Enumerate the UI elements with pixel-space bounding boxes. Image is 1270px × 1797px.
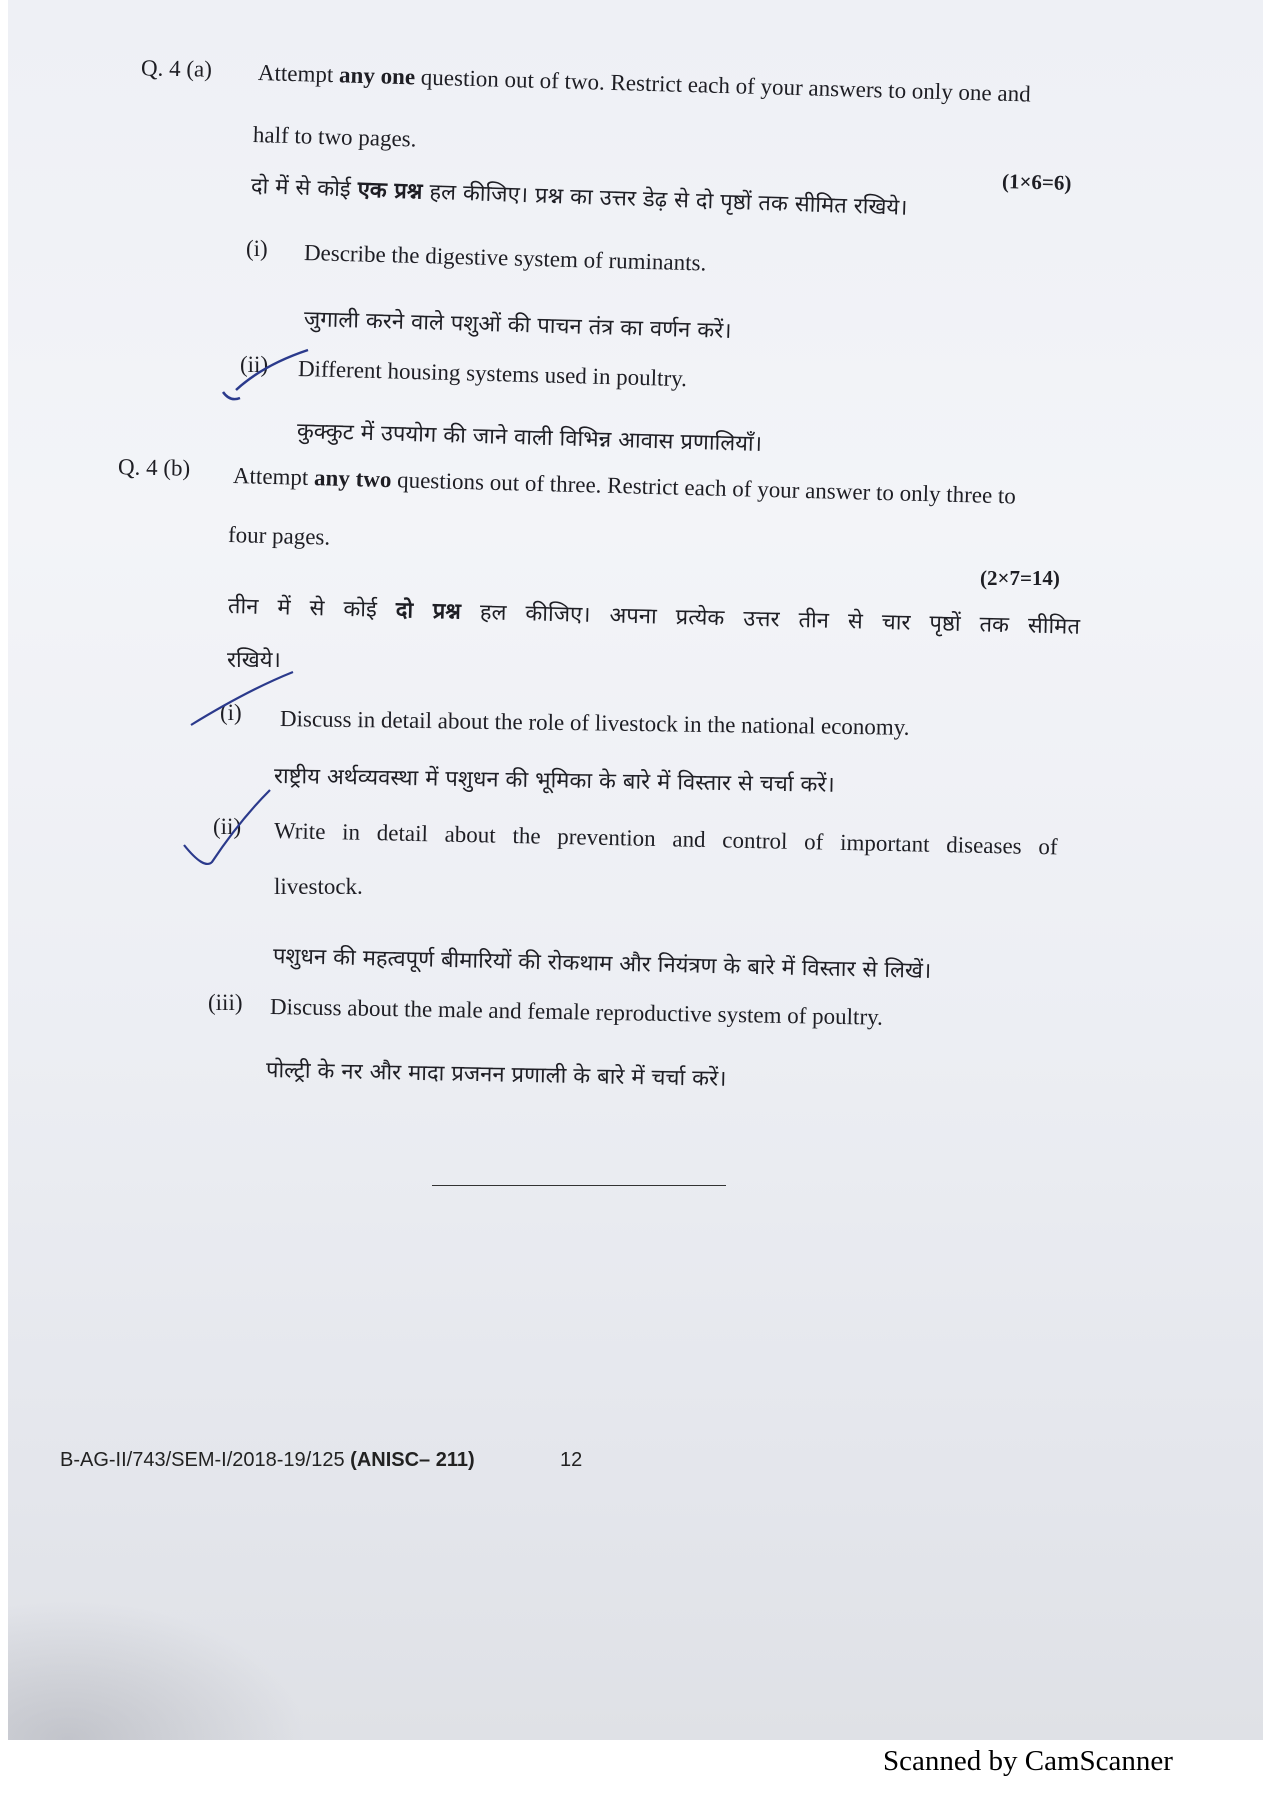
- q4b-item2-text-line2: livestock.: [274, 874, 363, 899]
- pen-tick-2: [191, 672, 293, 725]
- exam-page: [8, 0, 1263, 1740]
- q4b-item2-num: (ii): [213, 814, 242, 839]
- q4a-instr-post: question out of two. Restrict each of your answers to only one and: [414, 64, 1032, 107]
- q4a-item1-text: Describe the digestive system of ruminants.: [303, 240, 707, 276]
- q4a-item2-text: Different housing systems used in poultry.: [297, 356, 688, 392]
- q4b-instruction: [233, 463, 1017, 509]
- q4a-marks: (1×6=6): [1001, 169, 1072, 195]
- paper-code-subject: (ANISC– 211): [350, 1449, 475, 1471]
- q4b-label: Q. 4 (b): [117, 454, 191, 481]
- q4b-marks: (2×7=14): [980, 566, 1060, 590]
- q4a-hindi-bold: एक प्रश्न: [357, 177, 423, 205]
- camscanner-watermark: Scanned by CamScanner: [883, 1745, 1173, 1777]
- q4b-item2-hindi: पशुधन की महत्वपूर्ण बीमारियों की रोकथाम और नियंत्रण के बारे में विस्तार से लिखें।: [272, 944, 932, 984]
- q4b-hindi-instruction-line2: रखिये।: [227, 648, 281, 673]
- q4a-instr-bold: any one: [338, 62, 416, 90]
- q4b-hindi-pre: तीन में से कोई: [227, 594, 397, 624]
- q4a-item2-num: (ii): [240, 352, 269, 377]
- q4b-hindi-bold: दो प्रश्न: [395, 598, 462, 625]
- q4a-hindi-pre: दो में से कोई: [250, 174, 359, 203]
- q4b-item1-num: (i): [220, 700, 242, 725]
- q4b-instr-post: questions out of three. Restrict each of your answer to only three to: [391, 467, 1017, 509]
- q4b-hindi-post: हल कीजिए। अपना प्रत्येक उत्तर तीन से चार पृष्ठों तक सीमित: [460, 599, 1081, 640]
- q4b-item3-text: Discuss about the male and female reproductive system of poultry.: [269, 994, 884, 1030]
- q4b-item3-num: (iii): [208, 990, 243, 1015]
- paper-code: [60, 1449, 475, 1472]
- q4b-item2-text: Write in detail about the prevention and control of important diseases of: [273, 818, 1058, 860]
- q4b-item1-hindi: राष्ट्रीय अर्थव्यवस्था में पशुधन की भूमिका के बारे में विस्तार से चर्चा करें।: [273, 764, 835, 798]
- page-number: 12: [560, 1449, 583, 1471]
- q4b-item1-text: Discuss in detail about the role of livestock in the national economy.: [279, 706, 910, 740]
- q4a-label: Q. 4 (a): [140, 55, 213, 82]
- q4b-hindi-instruction: [228, 590, 1081, 641]
- q4a-item1-hindi: जुगाली करने वाले पशुओं की पाचन तंत्र का वर्णन करें।: [303, 307, 732, 344]
- q4a-hindi-post: हल कीजिए। प्रश्न का उत्तर डेढ़ से दो पृष्ठों तक सीमित रखिये।: [422, 179, 908, 221]
- paper-code-text: B-AG-II/743/SEM-I/2018-19/125: [60, 1449, 351, 1471]
- q4b-instr-bold: any two: [313, 465, 392, 493]
- q4a-hindi-instruction: [251, 170, 909, 222]
- q4b-instr-pre: Attempt: [232, 463, 315, 491]
- q4a-instruction: [258, 60, 1031, 108]
- q4a-instruction-line2: half to two pages.: [252, 122, 417, 152]
- q4a-instr-pre: Attempt: [257, 60, 340, 88]
- q4b-instruction-line2: four pages.: [227, 522, 331, 550]
- end-separator: [432, 1185, 726, 1186]
- q4b-item3-hindi: पोल्ट्री के नर और मादा प्रजनन प्रणाली के बारे में चर्चा करें।: [265, 1058, 727, 1092]
- q4a-item1-num: (i): [246, 236, 268, 261]
- q4a-item2-hindi: कुक्कुट में उपयोग की जाने वाली विभिन्न आवास प्रणालियाँ।: [296, 419, 763, 457]
